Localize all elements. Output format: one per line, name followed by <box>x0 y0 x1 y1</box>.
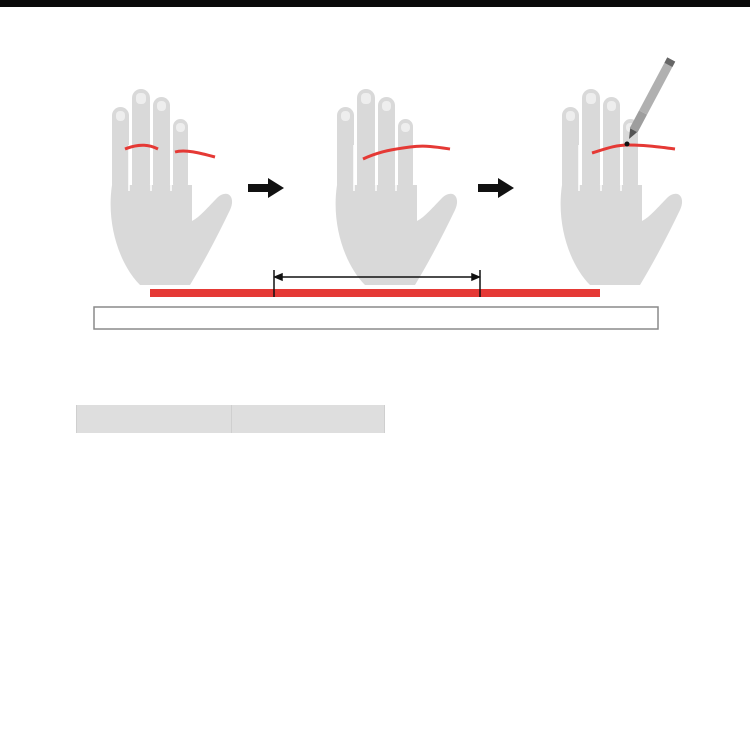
header-mm <box>232 405 385 433</box>
measured-strip <box>150 289 600 297</box>
arrow-right-icon <box>478 178 514 198</box>
ruler <box>94 307 658 329</box>
size-table <box>76 405 385 433</box>
hand-step-3-icon <box>561 89 682 285</box>
hand-step-2-icon <box>336 89 457 285</box>
pen-icon <box>625 57 675 141</box>
header-size <box>77 405 232 433</box>
hand-step-1-icon <box>111 89 232 285</box>
arrow-right-icon <box>248 178 284 198</box>
